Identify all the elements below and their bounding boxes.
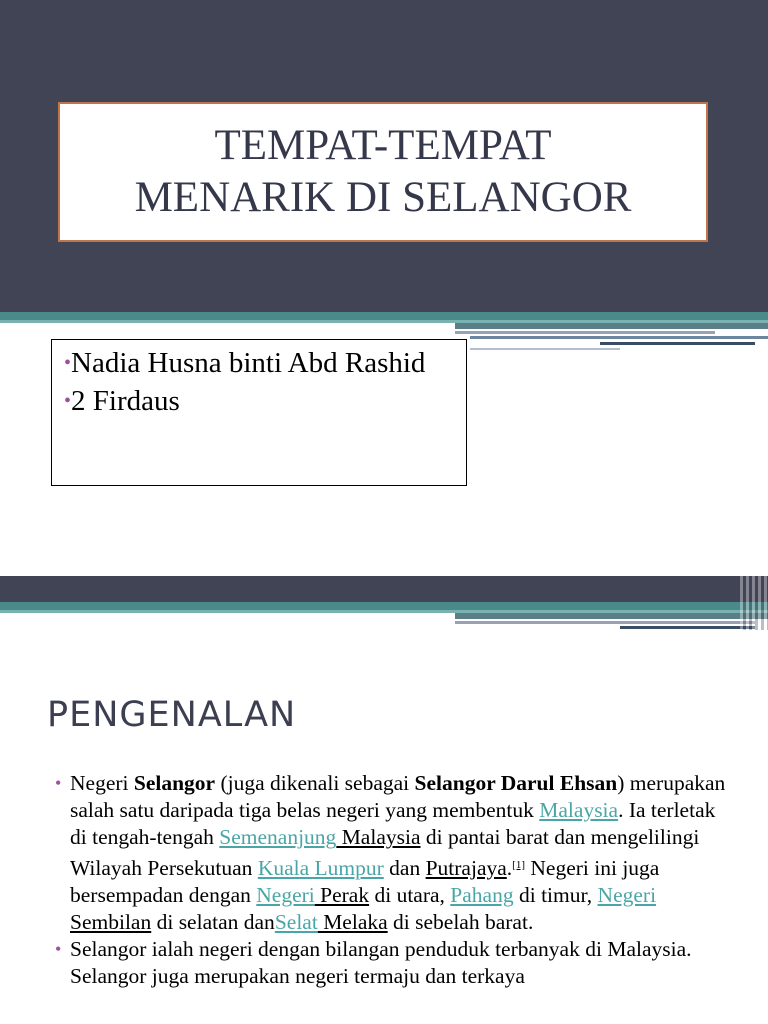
stripe-accent-1 [455, 613, 768, 619]
text: . Ia terletak di tengah-tengah [70, 798, 716, 850]
teal-stripe [0, 312, 768, 320]
stripe-accent-2 [455, 331, 715, 334]
text: Negeri [70, 771, 134, 795]
stripe-accent-3 [620, 626, 755, 629]
bullet-icon: • [64, 352, 72, 374]
stripe-accent-1 [455, 323, 768, 329]
link-selat[interactable]: Selat [274, 910, 318, 935]
bullet-icon: • [55, 939, 62, 960]
bullet-icon: • [55, 773, 62, 793]
text: di pantai barat dan mengelilingi Wilayah Persekutuan [70, 825, 700, 880]
text: . [506, 855, 513, 880]
link-negeri-2[interactable]: Negeri [597, 882, 657, 907]
text: ) merupakan salah satu daripada tiga belas negeri yang membentuk [70, 771, 726, 823]
author-name: Nadia Husna binti Abd Rashid [71, 347, 426, 379]
link-semenanjung[interactable]: Semenanjung [219, 825, 337, 850]
body-list [55, 770, 735, 991]
link-perak[interactable]: Perak [314, 882, 370, 907]
bullet-icon: • [64, 390, 72, 412]
link-negeri[interactable]: Negeri [256, 882, 315, 907]
author-name-item [64, 344, 454, 382]
link-pahang[interactable]: Pahang [450, 882, 514, 907]
stripe-accent-5 [470, 348, 620, 350]
reference-link[interactable]: [1] [512, 858, 525, 871]
author-class-item [64, 382, 454, 420]
stripe-hatch [740, 576, 768, 630]
text: di selatan dan [151, 910, 275, 935]
text: Selangor ialah negeri dengan bilangan penduduk terbanyak di Malaysia. Selangor juga merupakan negeri termaju dan terkaya [70, 937, 692, 989]
stripe-accent-3 [470, 336, 768, 339]
header-band [0, 576, 768, 602]
link-putrajaya[interactable]: Putrajaya [425, 855, 507, 880]
content-slide [0, 576, 768, 1024]
link-kuala-lumpur[interactable]: Kuala Lumpur [257, 855, 384, 880]
teal-stripe [0, 602, 768, 610]
text: (juga dikenali sebagai [215, 771, 415, 795]
bold-text: Selangor Darul Ehsan [414, 771, 618, 795]
slide-title: TEMPAT-TEMPAT MENARIK DI SELANGOR [134, 122, 632, 221]
list-item [55, 770, 735, 936]
link-malaysia-2[interactable]: Malaysia [336, 825, 421, 850]
bold-text: Selangor [133, 771, 216, 795]
stripe-accent-4 [600, 342, 755, 345]
link-malaysia[interactable]: Malaysia [539, 798, 619, 823]
list-item [55, 936, 735, 990]
author-box [51, 339, 467, 486]
text: di utara, [369, 882, 451, 907]
link-sembilan[interactable]: Sembilan [70, 910, 152, 935]
text: di sebelah barat. [387, 910, 534, 935]
author-class: 2 Firdaus [71, 385, 180, 417]
stripe-accent-2 [455, 621, 755, 624]
link-melaka[interactable]: Melaka [317, 910, 388, 935]
section-heading: PENGENALAN [47, 695, 297, 735]
title-box [58, 102, 708, 242]
text: Negeri ini juga bersempadan dengan [70, 855, 660, 907]
text: dan [383, 855, 426, 880]
text: di timur, [513, 882, 598, 907]
